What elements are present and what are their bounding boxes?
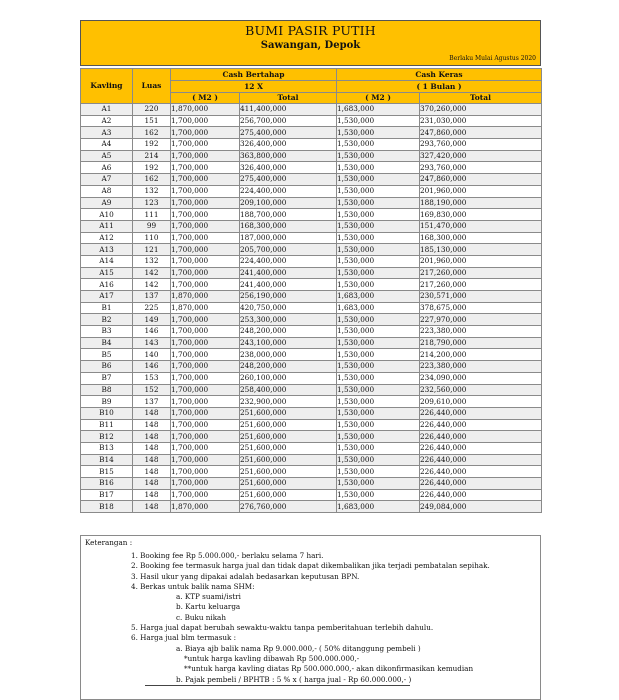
luas-cell: 148 (133, 407, 171, 419)
kavling-cell: A3 (81, 127, 133, 139)
bertahap-m2-cell: 1,700,000 (171, 209, 240, 221)
keras-m2-cell: 1,530,000 (337, 454, 420, 466)
bertahap-total-cell: 251,600,000 (240, 407, 337, 419)
keras-total-cell: 293,760,000 (420, 162, 542, 174)
bertahap-total-cell: 275,400,000 (240, 174, 337, 186)
kavling-cell: A13 (81, 244, 133, 256)
table-row (81, 209, 542, 221)
keras-total-cell: 378,675,000 (420, 302, 542, 314)
table-row (81, 314, 542, 326)
keras-total-cell: 226,440,000 (420, 466, 542, 478)
bertahap-m2-cell: 1,700,000 (171, 279, 240, 291)
bertahap-m2-cell: 1,700,000 (171, 162, 240, 174)
table-row (81, 384, 542, 396)
kavling-cell: A2 (81, 115, 133, 127)
price-table (80, 68, 542, 513)
bertahap-m2-cell: 1,700,000 (171, 349, 240, 361)
kavling-cell: A11 (81, 220, 133, 232)
bertahap-total-cell: 238,000,000 (240, 349, 337, 361)
table-row (81, 279, 542, 291)
table-row (81, 197, 542, 209)
note-line: b. Pajak pembeli / BPHTB : 5 % x ( harga jual - Rp 60.000.000,- ) (176, 674, 412, 684)
keras-m2-cell: 1,530,000 (337, 185, 420, 197)
bertahap-m2-cell: 1,870,000 (171, 302, 240, 314)
bertahap-m2-cell: 1,700,000 (171, 337, 240, 349)
kavling-cell: B6 (81, 361, 133, 373)
bertahap-m2-cell: 1,700,000 (171, 478, 240, 490)
luas-cell: 142 (133, 267, 171, 279)
kavling-cell: A4 (81, 139, 133, 151)
location-subtitle: Sawangan, Depok (260, 40, 361, 51)
bertahap-total-cell: 248,200,000 (240, 361, 337, 373)
luas-cell: 148 (133, 501, 171, 513)
keras-total-cell: 151,470,000 (420, 220, 542, 232)
title-banner (80, 20, 541, 66)
table-row (81, 478, 542, 490)
keras-total-cell: 370,260,000 (420, 104, 542, 116)
bertahap-m2-cell: 1,870,000 (171, 501, 240, 513)
bertahap-total-cell: 326,400,000 (240, 162, 337, 174)
luas-cell: 146 (133, 361, 171, 373)
keras-total-cell: 226,440,000 (420, 419, 542, 431)
keras-m2-cell: 1,530,000 (337, 349, 420, 361)
keras-total-cell: 188,190,000 (420, 197, 542, 209)
table-row (81, 220, 542, 232)
keras-m2-cell: 1,530,000 (337, 466, 420, 478)
keras-m2-cell: 1,530,000 (337, 267, 420, 279)
table-row (81, 127, 542, 139)
page-bottom-rule (145, 685, 410, 686)
luas-cell: 148 (133, 431, 171, 443)
keras-m2-cell: 1,683,000 (337, 291, 420, 303)
keras-m2-cell: 1,530,000 (337, 115, 420, 127)
bertahap-total-cell: 260,100,000 (240, 372, 337, 384)
bertahap-m2-cell: 1,700,000 (171, 384, 240, 396)
keras-m2-cell: 1,530,000 (337, 162, 420, 174)
luas-cell: 148 (133, 454, 171, 466)
bertahap-m2-cell: 1,700,000 (171, 127, 240, 139)
header-cash-keras: Cash Keras (337, 69, 542, 81)
luas-cell: 148 (133, 419, 171, 431)
luas-cell: 192 (133, 162, 171, 174)
kavling-cell: B7 (81, 372, 133, 384)
kavling-cell: A1 (81, 104, 133, 116)
keras-total-cell: 209,610,000 (420, 396, 542, 408)
keras-m2-cell: 1,530,000 (337, 244, 420, 256)
keras-m2-cell: 1,683,000 (337, 501, 420, 513)
kavling-cell: A6 (81, 162, 133, 174)
header-bertahap-total: Total (240, 93, 337, 104)
keras-m2-cell: 1,530,000 (337, 326, 420, 338)
luas-cell: 123 (133, 197, 171, 209)
keras-total-cell: 226,440,000 (420, 442, 542, 454)
keras-total-cell: 226,440,000 (420, 431, 542, 443)
keras-m2-cell: 1,530,000 (337, 174, 420, 186)
table-row (81, 419, 542, 431)
luas-cell: 162 (133, 127, 171, 139)
keras-m2-cell: 1,530,000 (337, 220, 420, 232)
bertahap-total-cell: 420,750,000 (240, 302, 337, 314)
bertahap-m2-cell: 1,700,000 (171, 115, 240, 127)
table-row (81, 454, 542, 466)
keras-total-cell: 185,130,000 (420, 244, 542, 256)
bertahap-total-cell: 251,600,000 (240, 454, 337, 466)
keras-total-cell: 218,790,000 (420, 337, 542, 349)
header-bertahap-m2: ( M2 ) (171, 93, 240, 104)
note-line: a. KTP suami/istri (176, 592, 241, 602)
bertahap-total-cell: 251,600,000 (240, 489, 337, 501)
bertahap-total-cell: 251,600,000 (240, 442, 337, 454)
page-title: BUMI PASIR PUTIH (245, 23, 376, 38)
validity-note: Berlaku Mulai Agustus 2020 (449, 55, 536, 62)
bertahap-total-cell: 363,800,000 (240, 150, 337, 162)
bertahap-m2-cell: 1,700,000 (171, 232, 240, 244)
bertahap-total-cell: 258,400,000 (240, 384, 337, 396)
kavling-cell: B17 (81, 489, 133, 501)
bertahap-m2-cell: 1,700,000 (171, 220, 240, 232)
header-kavling: Kavling (81, 69, 133, 104)
kavling-cell: A10 (81, 209, 133, 221)
luas-cell: 149 (133, 314, 171, 326)
keras-total-cell: 247,860,000 (420, 127, 542, 139)
table-row (81, 337, 542, 349)
bertahap-total-cell: 209,100,000 (240, 197, 337, 209)
keras-total-cell: 293,760,000 (420, 139, 542, 151)
bertahap-total-cell: 326,400,000 (240, 139, 337, 151)
bertahap-total-cell: 205,700,000 (240, 244, 337, 256)
keras-m2-cell: 1,530,000 (337, 255, 420, 267)
kavling-cell: B1 (81, 302, 133, 314)
kavling-cell: A17 (81, 291, 133, 303)
note-line: *untuk harga kavling dibawah Rp 500.000.000,- (184, 653, 360, 663)
keras-m2-cell: 1,530,000 (337, 279, 420, 291)
bertahap-total-cell: 224,400,000 (240, 255, 337, 267)
keras-total-cell: 226,440,000 (420, 407, 542, 419)
table-row (81, 326, 542, 338)
keras-m2-cell: 1,530,000 (337, 209, 420, 221)
header-keras-total: Total (420, 93, 542, 104)
luas-cell: 140 (133, 349, 171, 361)
luas-cell: 111 (133, 209, 171, 221)
table-row (81, 174, 542, 186)
kavling-cell: B11 (81, 419, 133, 431)
bertahap-total-cell: 253,300,000 (240, 314, 337, 326)
luas-cell: 137 (133, 291, 171, 303)
kavling-cell: A5 (81, 150, 133, 162)
luas-cell: 142 (133, 279, 171, 291)
luas-cell: 148 (133, 442, 171, 454)
kavling-cell: B9 (81, 396, 133, 408)
keras-total-cell: 226,440,000 (420, 489, 542, 501)
keras-total-cell: 169,830,000 (420, 209, 542, 221)
keras-total-cell: 247,860,000 (420, 174, 542, 186)
table-row (81, 372, 542, 384)
keras-m2-cell: 1,530,000 (337, 139, 420, 151)
bertahap-total-cell: 232,900,000 (240, 396, 337, 408)
kavling-cell: B16 (81, 478, 133, 490)
keras-total-cell: 232,560,000 (420, 384, 542, 396)
bertahap-total-cell: 251,600,000 (240, 466, 337, 478)
bertahap-m2-cell: 1,700,000 (171, 267, 240, 279)
notes-list (131, 551, 536, 685)
keras-total-cell: 217,260,000 (420, 279, 542, 291)
bertahap-m2-cell: 1,700,000 (171, 396, 240, 408)
keras-m2-cell: 1,530,000 (337, 361, 420, 373)
kavling-cell: B3 (81, 326, 133, 338)
note-line: 4. Berkas untuk balik nama SHM: (131, 581, 255, 591)
kavling-cell: B5 (81, 349, 133, 361)
notes-box (80, 535, 541, 700)
keras-total-cell: 226,440,000 (420, 478, 542, 490)
table-row (81, 349, 542, 361)
bertahap-m2-cell: 1,700,000 (171, 419, 240, 431)
luas-cell: 220 (133, 104, 171, 116)
keras-total-cell: 234,090,000 (420, 372, 542, 384)
bertahap-m2-cell: 1,700,000 (171, 372, 240, 384)
kavling-cell: A9 (81, 197, 133, 209)
keras-m2-cell: 1,530,000 (337, 127, 420, 139)
bertahap-total-cell: 188,700,000 (240, 209, 337, 221)
keras-m2-cell: 1,530,000 (337, 337, 420, 349)
luas-cell: 137 (133, 396, 171, 408)
bertahap-total-cell: 251,600,000 (240, 431, 337, 443)
keras-m2-cell: 1,530,000 (337, 232, 420, 244)
bertahap-m2-cell: 1,870,000 (171, 104, 240, 116)
kavling-cell: A8 (81, 185, 133, 197)
keras-m2-cell: 1,530,000 (337, 407, 420, 419)
bertahap-m2-cell: 1,700,000 (171, 150, 240, 162)
keras-total-cell: 249,084,000 (420, 501, 542, 513)
luas-cell: 132 (133, 255, 171, 267)
header-cash-bertahap-term: 12 X (171, 81, 337, 93)
table-row (81, 185, 542, 197)
kavling-cell: B8 (81, 384, 133, 396)
note-line: 6. Harga jual blm termasuk : (131, 633, 237, 643)
bertahap-total-cell: 241,400,000 (240, 279, 337, 291)
bertahap-m2-cell: 1,700,000 (171, 466, 240, 478)
note-line: 5. Harga jual dapat berubah sewaktu-waktu tanpa pemberitahuan terlebih dahulu. (131, 623, 434, 633)
kavling-cell: B12 (81, 431, 133, 443)
bertahap-m2-cell: 1,700,000 (171, 174, 240, 186)
table-row (81, 255, 542, 267)
keras-m2-cell: 1,530,000 (337, 419, 420, 431)
luas-cell: 148 (133, 466, 171, 478)
table-row (81, 466, 542, 478)
luas-cell: 121 (133, 244, 171, 256)
keras-total-cell: 223,380,000 (420, 361, 542, 373)
table-row (81, 442, 542, 454)
kavling-cell: A14 (81, 255, 133, 267)
luas-cell: 192 (133, 139, 171, 151)
bertahap-m2-cell: 1,700,000 (171, 314, 240, 326)
bertahap-total-cell: 256,190,000 (240, 291, 337, 303)
kavling-cell: B18 (81, 501, 133, 513)
keras-m2-cell: 1,530,000 (337, 150, 420, 162)
kavling-cell: B13 (81, 442, 133, 454)
bertahap-m2-cell: 1,700,000 (171, 185, 240, 197)
keras-m2-cell: 1,530,000 (337, 442, 420, 454)
bertahap-m2-cell: 1,700,000 (171, 361, 240, 373)
keras-total-cell: 214,200,000 (420, 349, 542, 361)
keras-total-cell: 217,260,000 (420, 267, 542, 279)
bertahap-m2-cell: 1,870,000 (171, 291, 240, 303)
table-row (81, 489, 542, 501)
note-line: a. Biaya ajb balik nama Rp 9.000.000,- ( 50% ditanggung pembeli ) (176, 643, 421, 653)
luas-cell: 162 (133, 174, 171, 186)
kavling-cell: A16 (81, 279, 133, 291)
kavling-cell: B4 (81, 337, 133, 349)
keras-total-cell: 201,960,000 (420, 185, 542, 197)
keras-m2-cell: 1,530,000 (337, 314, 420, 326)
luas-cell: 132 (133, 185, 171, 197)
luas-cell: 153 (133, 372, 171, 384)
keras-total-cell: 168,300,000 (420, 232, 542, 244)
table-row (81, 501, 542, 513)
note-line: 1. Booking fee Rp 5.000.000,- berlaku selama 7 hari. (131, 551, 324, 560)
table-row (81, 232, 542, 244)
bertahap-total-cell: 411,400,000 (240, 104, 337, 116)
keras-total-cell: 230,571,000 (420, 291, 542, 303)
keras-m2-cell: 1,530,000 (337, 489, 420, 501)
bertahap-m2-cell: 1,700,000 (171, 244, 240, 256)
table-row (81, 139, 542, 151)
note-line: b. Kartu keluarga (176, 602, 241, 612)
bertahap-total-cell: 241,400,000 (240, 267, 337, 279)
table-row (81, 162, 542, 174)
bertahap-m2-cell: 1,700,000 (171, 454, 240, 466)
table-row (81, 361, 542, 373)
luas-cell: 152 (133, 384, 171, 396)
kavling-cell: B10 (81, 407, 133, 419)
bertahap-total-cell: 187,000,000 (240, 232, 337, 244)
luas-cell: 225 (133, 302, 171, 314)
table-row (81, 302, 542, 314)
bertahap-total-cell: 251,600,000 (240, 478, 337, 490)
table-row (81, 431, 542, 443)
table-row (81, 115, 542, 127)
luas-cell: 214 (133, 150, 171, 162)
kavling-cell: A12 (81, 232, 133, 244)
keras-m2-cell: 1,530,000 (337, 197, 420, 209)
kavling-cell: A15 (81, 267, 133, 279)
keras-m2-cell: 1,530,000 (337, 396, 420, 408)
header-luas: Luas (133, 69, 171, 104)
note-line: **untuk harga kavling diatas Rp 500.000.000,- akan dikonfirmasikan kemudian (184, 664, 474, 674)
bertahap-total-cell: 248,200,000 (240, 326, 337, 338)
note-line: 3. Hasil ukur yang dipakai adalah bedasarkan keputusan BPN. (131, 571, 360, 581)
bertahap-total-cell: 276,760,000 (240, 501, 337, 513)
header-keras-m2: ( M2 ) (337, 93, 420, 104)
luas-cell: 148 (133, 489, 171, 501)
keras-m2-cell: 1,683,000 (337, 302, 420, 314)
bertahap-total-cell: 251,600,000 (240, 419, 337, 431)
luas-cell: 148 (133, 478, 171, 490)
bertahap-total-cell: 275,400,000 (240, 127, 337, 139)
kavling-cell: B14 (81, 454, 133, 466)
kavling-cell: B15 (81, 466, 133, 478)
keras-m2-cell: 1,530,000 (337, 384, 420, 396)
bertahap-m2-cell: 1,700,000 (171, 407, 240, 419)
table-row (81, 407, 542, 419)
keras-m2-cell: 1,530,000 (337, 478, 420, 490)
keras-total-cell: 223,380,000 (420, 326, 542, 338)
table-row (81, 291, 542, 303)
keras-m2-cell: 1,530,000 (337, 372, 420, 384)
keras-total-cell: 201,960,000 (420, 255, 542, 267)
table-row (81, 104, 542, 116)
keras-m2-cell: 1,683,000 (337, 104, 420, 116)
keras-total-cell: 231,030,000 (420, 115, 542, 127)
bertahap-m2-cell: 1,700,000 (171, 442, 240, 454)
luas-cell: 143 (133, 337, 171, 349)
bertahap-total-cell: 243,100,000 (240, 337, 337, 349)
bertahap-m2-cell: 1,700,000 (171, 431, 240, 443)
keras-total-cell: 226,440,000 (420, 454, 542, 466)
keras-total-cell: 227,970,000 (420, 314, 542, 326)
note-line: c. Buku nikah (176, 612, 226, 622)
table-row (81, 267, 542, 279)
bertahap-total-cell: 168,300,000 (240, 220, 337, 232)
kavling-cell: A7 (81, 174, 133, 186)
table-row (81, 244, 542, 256)
bertahap-m2-cell: 1,700,000 (171, 255, 240, 267)
header-cash-bertahap: Cash Bertahap (171, 69, 337, 81)
luas-cell: 151 (133, 115, 171, 127)
bertahap-total-cell: 256,700,000 (240, 115, 337, 127)
bertahap-m2-cell: 1,700,000 (171, 489, 240, 501)
bertahap-total-cell: 224,400,000 (240, 185, 337, 197)
bertahap-m2-cell: 1,700,000 (171, 326, 240, 338)
note-line: 2. Booking fee termasuk harga jual dan tidak dapat dikembalikan jika terjadi pembatalan sepihak. (131, 561, 490, 571)
notes-title: Keterangan : (85, 538, 133, 547)
header-cash-keras-term: ( 1 Bulan ) (337, 81, 542, 93)
luas-cell: 146 (133, 326, 171, 338)
keras-m2-cell: 1,530,000 (337, 431, 420, 443)
table-row (81, 150, 542, 162)
bertahap-m2-cell: 1,700,000 (171, 197, 240, 209)
keras-total-cell: 327,420,000 (420, 150, 542, 162)
table-row (81, 396, 542, 408)
bertahap-m2-cell: 1,700,000 (171, 139, 240, 151)
price-table-body (81, 104, 542, 513)
kavling-cell: B2 (81, 314, 133, 326)
luas-cell: 99 (133, 220, 171, 232)
luas-cell: 110 (133, 232, 171, 244)
